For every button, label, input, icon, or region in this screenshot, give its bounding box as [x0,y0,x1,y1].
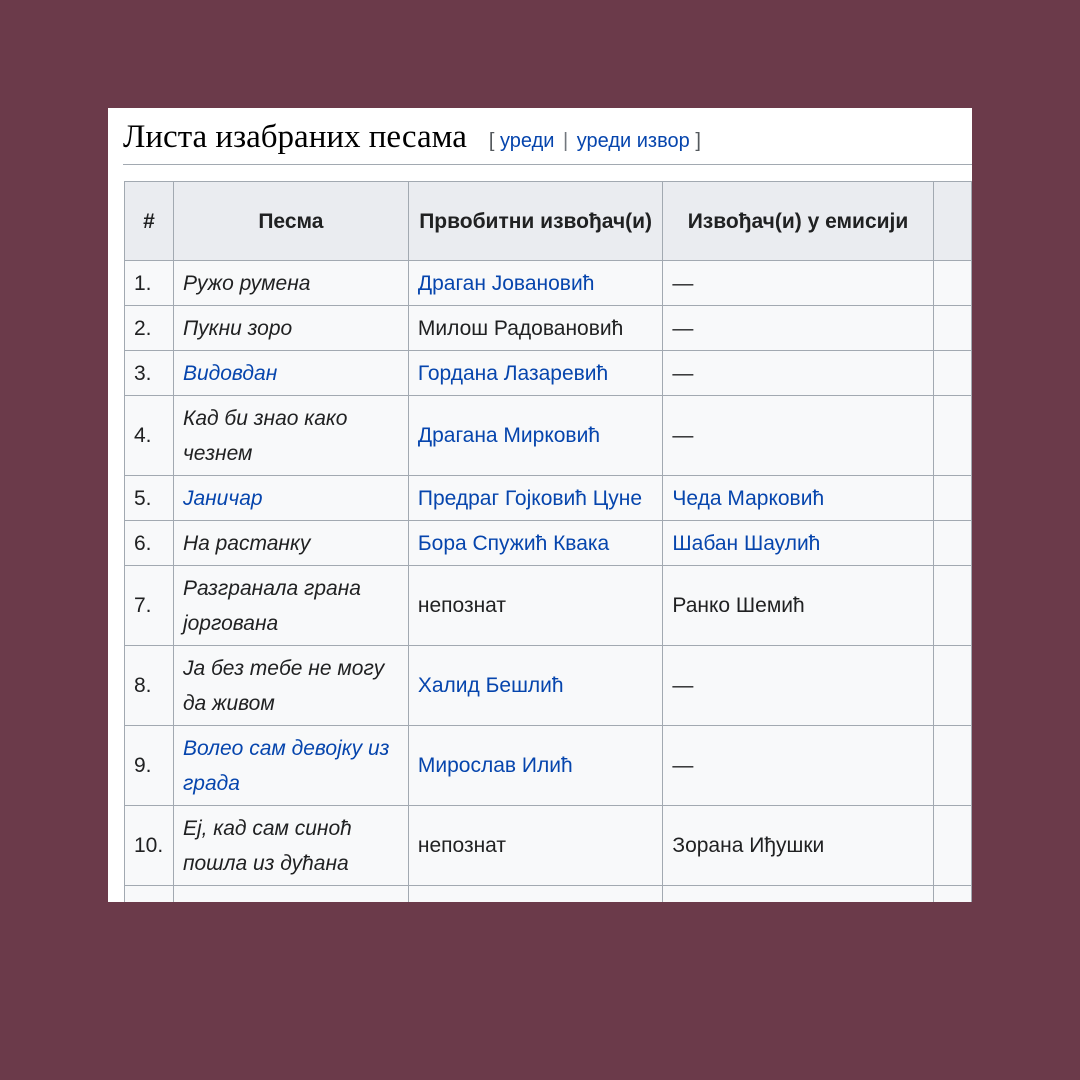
col-header-number: # [125,182,174,261]
table-row [125,521,972,566]
extra-cell [933,886,971,903]
table-row [125,396,972,476]
song-title: Пукни зоро [173,306,408,351]
song-title: Ружо румена [173,261,408,306]
table-row [125,806,972,886]
row-number: 2. [125,306,174,351]
show-performer: — [663,351,933,396]
song-title-link[interactable]: Видовдан [173,351,408,396]
row-number: 4. [125,396,174,476]
edit-source-link[interactable]: уреди извор [576,130,690,152]
col-header-extra [933,182,971,261]
original-artist-link[interactable]: Предраг Гојковић Цуне [408,476,663,521]
table-row [125,476,972,521]
song-title: Еј, кад сам синоћ пошла из дућана [173,806,408,886]
extra-cell [933,726,971,806]
edit-separator: | [563,130,569,152]
show-performer-link[interactable]: Чеда Марковић [663,476,933,521]
show-performer: — [663,646,933,726]
extra-cell [933,351,971,396]
row-number [125,886,174,903]
extra-cell [933,566,971,646]
show-performer: — [663,261,933,306]
song-title-link[interactable]: Јаничар [173,476,408,521]
col-header-original-artist: Првобитни извођач(и) [408,182,663,261]
row-number: 5. [125,476,174,521]
row-number: 7. [125,566,174,646]
row-number: 6. [125,521,174,566]
col-header-song: Песма [173,182,408,261]
songs-table [124,181,972,902]
section-heading [123,114,972,165]
show-performer: Ранко Шемић [663,566,933,646]
table-row [125,351,972,396]
row-number: 3. [125,351,174,396]
song-title [173,886,408,903]
extra-cell [933,476,971,521]
extra-cell [933,261,971,306]
table-row [125,566,972,646]
row-number: 9. [125,726,174,806]
edit-bracket-open: [ [488,130,495,152]
edit-link[interactable]: уреди [500,130,555,152]
song-title: Ја без тебе не могу да живом [173,646,408,726]
original-artist-link[interactable]: Драган Јовановић [408,261,663,306]
original-artist: Милош Радовановић [408,306,663,351]
show-performer-link[interactable]: Шабан Шаулић [663,521,933,566]
song-title: Разгранала грана јоргована [173,566,408,646]
original-artist: непознат [408,566,663,646]
table-row [125,646,972,726]
table-header-row [125,182,972,261]
article-panel [108,108,972,902]
col-header-show-performer: Извођач(и) у емисији [663,182,933,261]
original-artist-link[interactable]: Бора Спужић Квака [408,521,663,566]
table-row [125,726,972,806]
original-artist-link[interactable]: Мирослав Илић [408,726,663,806]
extra-cell [933,306,971,351]
original-artist [408,886,663,903]
show-performer: — [663,306,933,351]
edit-bracket-close: ] [695,130,701,152]
extra-cell [933,646,971,726]
extra-cell [933,806,971,886]
show-performer: Зорана Иђушки [663,806,933,886]
table-row [125,261,972,306]
original-artist: непознат [408,806,663,886]
edit-links [489,130,701,153]
row-number: 10. [125,806,174,886]
row-number: 8. [125,646,174,726]
extra-cell [933,521,971,566]
song-title-link[interactable]: Волео сам девојку из града [173,726,408,806]
song-title: Кад би знао како чезнем [173,396,408,476]
original-artist-link[interactable]: Драгана Мирковић [408,396,663,476]
extra-cell [933,396,971,476]
table-row [125,306,972,351]
song-title: На растанку [173,521,408,566]
show-performer: — [663,726,933,806]
original-artist-link[interactable]: Гордана Лазаревић [408,351,663,396]
row-number: 1. [125,261,174,306]
original-artist-link[interactable]: Халид Бешлић [408,646,663,726]
section-title: Листа изабраних песама [123,119,467,155]
table-row-partial [125,886,972,903]
show-performer [663,886,933,903]
show-performer: — [663,396,933,476]
